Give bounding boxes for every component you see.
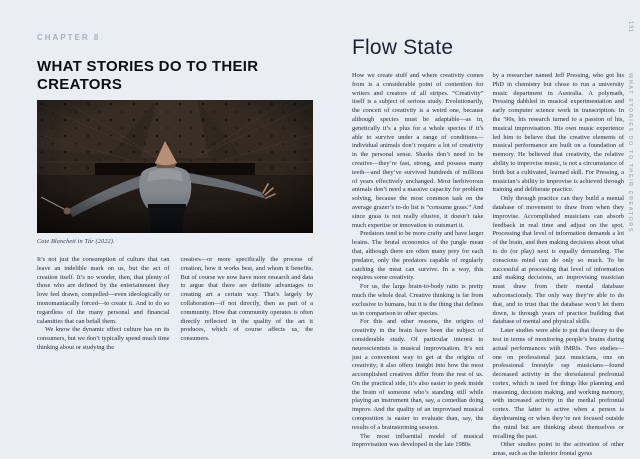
paragraph: How we create stuff and where creativity comes from is a considerable point of contention for writers and creators of all stripes. “Creativity” itself is a subject of serious study. Evolutionarily, the conceit of creativity is a weird one, because although species must be adaptable—as in, genetically it’s a plus for a whole species if it’s able to survive under a range of conditions—individual animals don’t require a lot of creativity in the personal sense. Sharks don’t need to be creative—they’re fast, strong, and possess many teeth—and they’ve survived hundreds of millions of years effectively unchanged. Most herbivorous animals don’t need a massive capacity for problem solving, because the most common task on the average grazer’s to-do list is “consume grass.” And since grass is not really elusive, it doesn’t take much expertise or innovation to outsmart it.	[352, 72, 484, 229]
paragraph: Predators tend to be more crafty and have larger brains. The brutal economics of the jungle mean that, although there are often many prey for each predator, only the predators capable of regularly catching the meat can survive. In a way, this requires some creativity.	[352, 230, 484, 282]
photo-caption: Cate Blanchett in Tár (2022).	[37, 238, 115, 245]
section-title: Flow State	[352, 36, 454, 59]
chapter-title: WHAT STORIES DO TO THEIR CREATORS	[37, 58, 259, 93]
paragraph: The most influential model of musical improvisation was developed in the late 1980s	[352, 432, 484, 449]
paragraph: It’s not just the consumption of culture that can leave an indelible mark on us, but the act of creation itself. It’s no wonder, then, that plenty of those who are defined by the entertainment they love feel drawn, compelled—even ideologically or monomaniacally forced—to create it. And to do so regardless of the many personal and financial calamities that can befall them.	[37, 256, 170, 325]
paragraph: For this and other reasons, the origins of creativity in the brain have been the subject of considerable study. Of particular interest to neuroscientists is musical improvisation. It’s not just a convenient way to get at the origins of creativity; it also offers insight into how the most accomplished creatives differ from the rest of us. On the practical side, it’s also easier to peek inside the brain of someone who’s standing still while playing an instrument than, say, a comedian doing improv. And the quality of an improvised musical composition is easier to evaluate than, say, the results of a brainstorming session.	[352, 318, 484, 431]
paragraph: Other studies point to the activation of other areas, such as the inferior frontal gyrus	[492, 441, 624, 458]
paragraph: We know the dynamic effect culture has on its consumers, but we don’t typically spend much time thinking about or studying the	[37, 326, 170, 351]
conductor-photo	[37, 100, 313, 233]
left-page	[37, 0, 313, 443]
paragraph: by a researcher named Jeff Pressing, who got his PhD in chemistry but chose to run a university music department in Australia. A polymath, Pressing dabbled in musical experimentation and early computer science work in transcription. In the ’90s, his research turned to a passion of his, musical improvisation. His own music experience led him to believe that the creative elements of musical performance are built on a foundation of memory. He believed that creativity, the relative ability to improvise music, is not a circumstance of birth but a cultivated, learned skill. For Pressing, a musician’s ability to improvise is achieved through training and deliberate practice.	[492, 72, 624, 194]
chapter-label: CHAPTER 8	[37, 33, 101, 42]
left-page-body	[37, 256, 313, 353]
text-column	[352, 72, 484, 459]
text-column	[37, 256, 170, 353]
right-page	[352, 0, 640, 458]
paragraph: Later studies were able to put that theory to the test in terms of monitoring people’s brains during actual performances with fMRIs. Two studies—one on professional jazz musicians, one on professional freestyle rap musicians—found decreased activity in the dorsolateral prefrontal cortex, which is used for things like planning and reasoning, decision making, and working memory, with increased activity in the medial prefrontal cortex. The latter is active when a person is daydreaming or when they’re not focused outside the mind but are thinking about themselves or recalling the past.	[492, 327, 624, 440]
page-number: 131	[627, 21, 633, 33]
conductor-photo-art	[37, 100, 313, 233]
paragraph: creators—or more specifically the process of creation, how it works best, and whom it benefits. But of course we now have more research and data to argue that there are definite advantages to creating art a certain way. That’s largely by collaboration—if not directly, then as part of a community. How that community operates is often directly reflected in the quality of the art it produces, which of course affects us, the consumers.	[180, 256, 313, 343]
right-page-body	[352, 72, 624, 459]
text-column	[181, 256, 314, 353]
paragraph: For us, the large brain-to-body ratio is pretty much the whole deal. Creative thinking is far from exclusive to humans, but it is the thing that defines us in comparison to other species.	[352, 283, 484, 317]
paragraph: Only through practice can they build a mental database of movement to draw from when they improvise. Accomplished musicians can absorb feedback in real time and adjust on the spot. Processing that level of information demands a lot of the brain, and then making decisions about what to do (or play) next is equally demanding. The conscious mind can do only so much. To be successful at processing that level of information and making decisions, an improvising musician must draw from their mental database subconsciously. The only way they’re able to do that, and to trust that the database won’t let them down, is through years of practice building that database of mental and physical skills.	[492, 195, 624, 326]
running-header-vertical: WHAT STORIES DO TO THEIR CREATORS	[627, 73, 633, 233]
text-column	[493, 72, 625, 459]
